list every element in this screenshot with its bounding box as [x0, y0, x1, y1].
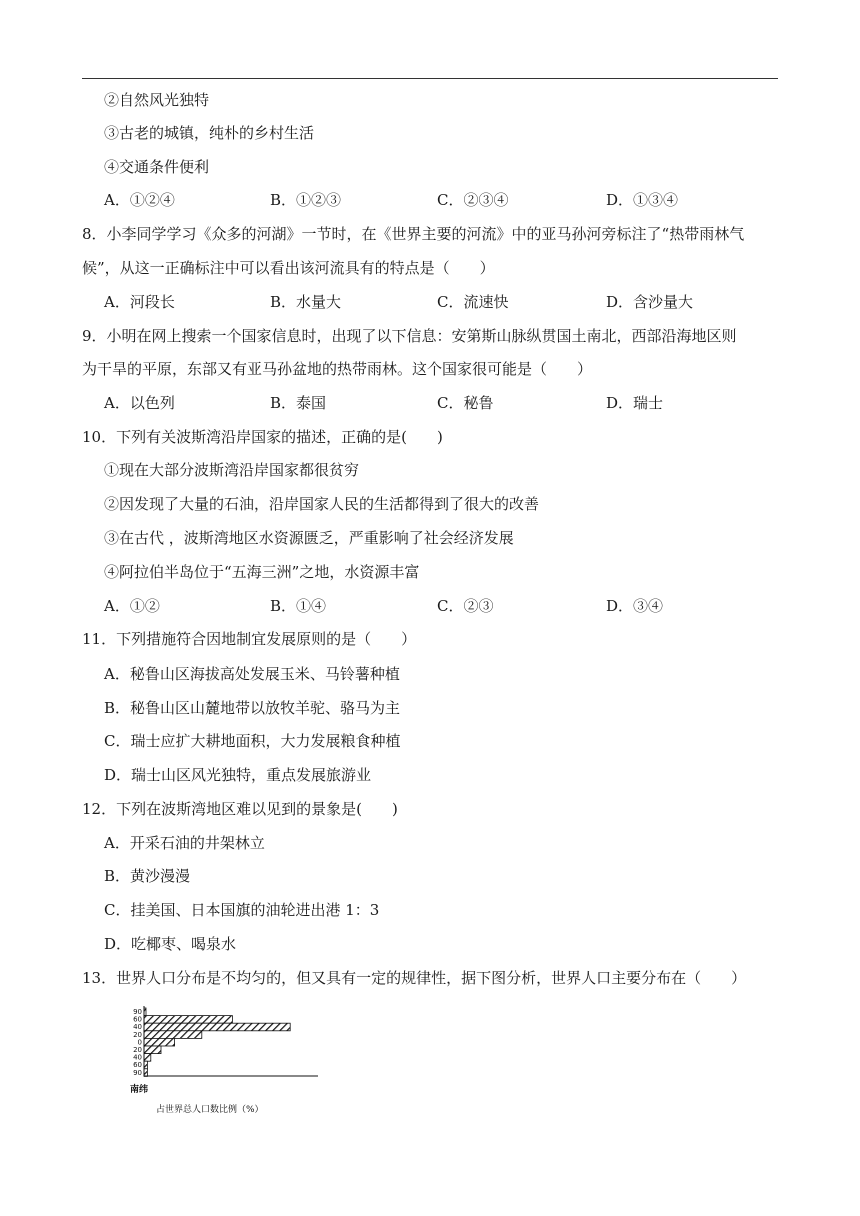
chart-bar [144, 1046, 161, 1054]
question-8-line-1: 8．小李同学学习《众多的河湖》一节时，在《世界主要的河流》中的亚马孙河旁标注了“热带雨林气 [82, 225, 745, 243]
q11-choice-a: A．秘鲁山区海拔高处发展玉米、马铃薯种植 [104, 665, 400, 683]
chart-bar [144, 1061, 147, 1069]
q10-statement-3: ③在古代 ，波斯湾地区水资源匮乏，严重影响了社会经济发展 [104, 529, 514, 547]
chart-tick-label: 0 [137, 1038, 142, 1047]
header-rule [82, 78, 778, 79]
chart-bar [144, 1031, 202, 1039]
question-12: 12．下列在波斯湾地区难以见到的景象是( ) [82, 800, 398, 818]
q11-choice-b: B．秘鲁山区山麓地带以放牧羊驼、骆马为主 [104, 699, 401, 717]
q10-choice-d: D．③④ [606, 597, 664, 615]
q8-choice-c: C．流速快 [437, 293, 509, 311]
question-9-line-2: 为干旱的平原，东部又有亚马孙盆地的热带雨林。这个国家很可能是（ ） [82, 360, 593, 378]
q9-choice-c: C．秘鲁 [437, 394, 494, 412]
chart-tick-label: 40 [133, 1023, 142, 1032]
prev-choice-d: D．①③④ [606, 191, 679, 209]
chart-y-label: 南纬 [130, 1085, 149, 1095]
q10-choice-a: A．①② [104, 597, 160, 615]
q11-choice-d: D．瑞士山区风光独特，重点发展旅游业 [104, 766, 372, 784]
chart-bar [144, 1038, 175, 1046]
q10-statement-2: ②因发现了大量的石油，沿岸国家人民的生活都得到了很大的改善 [104, 495, 540, 513]
prev-choice-b: B．①②③ [270, 191, 342, 209]
q8-choice-b: B．水量大 [270, 293, 342, 311]
chart-tick-label: 20 [133, 1030, 142, 1039]
chart-tick-label: 40 [133, 1053, 142, 1062]
chart-x-label: 占世界总人口数比例（%） [156, 1105, 264, 1115]
q9-choice-d: D．瑞士 [606, 394, 664, 412]
question-8-line-2: 候”，从这一正确标注中可以看出该河流具有的特点是（ ） [82, 259, 495, 277]
q12-choice-c: C．挂美国、日本国旗的油轮进出港 1：3 [104, 901, 380, 919]
q10-statement-1: ①现在大部分波斯湾沿岸国家都很贫穷 [104, 461, 360, 479]
q11-choice-c: C．瑞士应扩大耕地面积，大力发展粮食种植 [104, 732, 401, 750]
q12-choice-a: A．开采石油的井架林立 [104, 834, 265, 852]
prev-option-3: ③古老的城镇，纯朴的乡村生活 [104, 124, 315, 142]
chart-bar [144, 1023, 290, 1031]
q10-choice-b: B．①④ [270, 597, 327, 615]
q10-choice-c: C．②③ [437, 597, 494, 615]
q9-choice-a: A．以色列 [104, 394, 175, 412]
q12-choice-b: B．黄沙漫漫 [104, 867, 191, 885]
prev-choice-a: A．①②④ [104, 191, 175, 209]
question-11: 11．下列措施符合因地制宜发展原则的是（ ） [82, 630, 417, 648]
chart-tick-label: 60 [133, 1061, 142, 1070]
population-latitude-chart [130, 1004, 326, 1124]
chart-bar [144, 1054, 151, 1062]
prev-option-4: ④交通条件便利 [104, 158, 210, 176]
q10-statement-4: ④阿拉伯半岛位于“五海三洲”之地，水资源丰富 [104, 563, 420, 581]
chart-tick-label: 90 [133, 1008, 142, 1016]
question-13: 13．世界人口分布是不均匀的，但又具有一定的规律性，据下图分析，世界人口主要分布在（ ） [82, 969, 747, 987]
q8-choice-a: A．河段长 [104, 293, 175, 311]
question-10: 10．下列有关波斯湾沿岸国家的描述，正确的是( ) [82, 428, 443, 446]
prev-choice-c: C．②③④ [437, 191, 509, 209]
chart-tick-label: 60 [133, 1015, 142, 1024]
q12-choice-d: D．吃椰枣、喝泉水 [104, 935, 237, 953]
chart-bar [144, 1069, 147, 1077]
prev-option-2: ②自然风光独特 [104, 91, 210, 109]
chart-bar [144, 1016, 232, 1024]
q9-choice-b: B．泰国 [270, 394, 327, 412]
chart-tick-label: 20 [133, 1046, 142, 1054]
question-9-line-1: 9．小明在网上搜索一个国家信息时，出现了以下信息：安第斯山脉纵贯国土南北，西部沿海地区则 [82, 327, 737, 345]
q8-choice-d: D．含沙量大 [606, 293, 694, 311]
chart-tick-label: 90 [133, 1068, 142, 1077]
